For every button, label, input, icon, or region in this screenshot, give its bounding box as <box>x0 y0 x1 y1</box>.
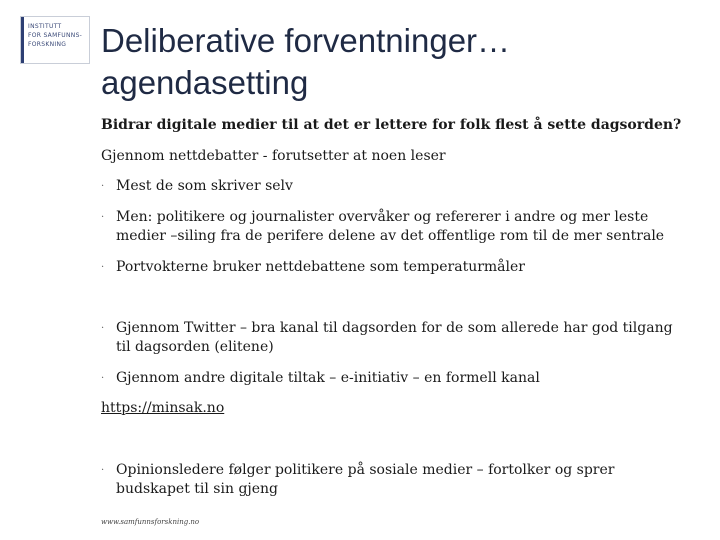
logo-text <box>28 22 82 49</box>
minsak-link[interactable]: https://minsak.no <box>101 400 225 416</box>
slide-title-line-1: Deliberative forventninger… <box>101 22 511 59</box>
bullet-item <box>101 319 691 357</box>
bullet-marker: · <box>101 373 105 384</box>
bullet-text: Men: politikere og journalister overvåker og refererer i andre og mer leste medier –siling fra de perifere delene av det offentlige rom til de mer sentrale <box>116 209 665 244</box>
institute-logo <box>20 16 90 64</box>
bullet-item <box>101 208 691 246</box>
bullet-marker: · <box>101 212 105 223</box>
bullet-marker: · <box>101 262 105 273</box>
bullet-text: Mest de som skriver selv <box>116 178 293 194</box>
bullet-item <box>101 258 691 277</box>
bullet-item <box>101 177 691 196</box>
slide-title-line-2: agendasetting <box>101 64 309 101</box>
logo-line-1: INSTITUTT <box>28 23 62 30</box>
slide-title <box>101 20 701 104</box>
bullet-item <box>101 369 691 388</box>
footer-url: www.samfunnsforskning.no <box>101 518 200 526</box>
logo-line-3: FORSKNING <box>28 41 67 48</box>
slide-question: Bidrar digitale medier til at det er lettere for folk flest å sette dagsorden? <box>101 117 682 133</box>
bullet-text: Portvokterne bruker nettdebattene som temperaturmåler <box>116 259 525 275</box>
bullet-item <box>101 461 691 499</box>
bullet-text: Gjennom Twitter – bra kanal til dagsorden for de som allerede har god tilgang til dagsorden (elitene) <box>116 320 673 355</box>
bullet-text: Opinionsledere følger politikere på sosiale medier – fortolker og sprer budskapet til sin gjeng <box>116 462 615 497</box>
logo-line-2: FOR SAMFUNNS- <box>28 32 83 39</box>
bullet-marker: · <box>101 323 105 334</box>
bullet-text: Gjennom andre digitale tiltak – e-initiativ – en formell kanal <box>116 370 540 386</box>
intro-text: Gjennom nettdebatter - forutsetter at noen leser <box>101 148 446 164</box>
bullet-marker: · <box>101 465 105 476</box>
logo-accent-bar <box>21 17 24 63</box>
bullet-marker: · <box>101 181 105 192</box>
